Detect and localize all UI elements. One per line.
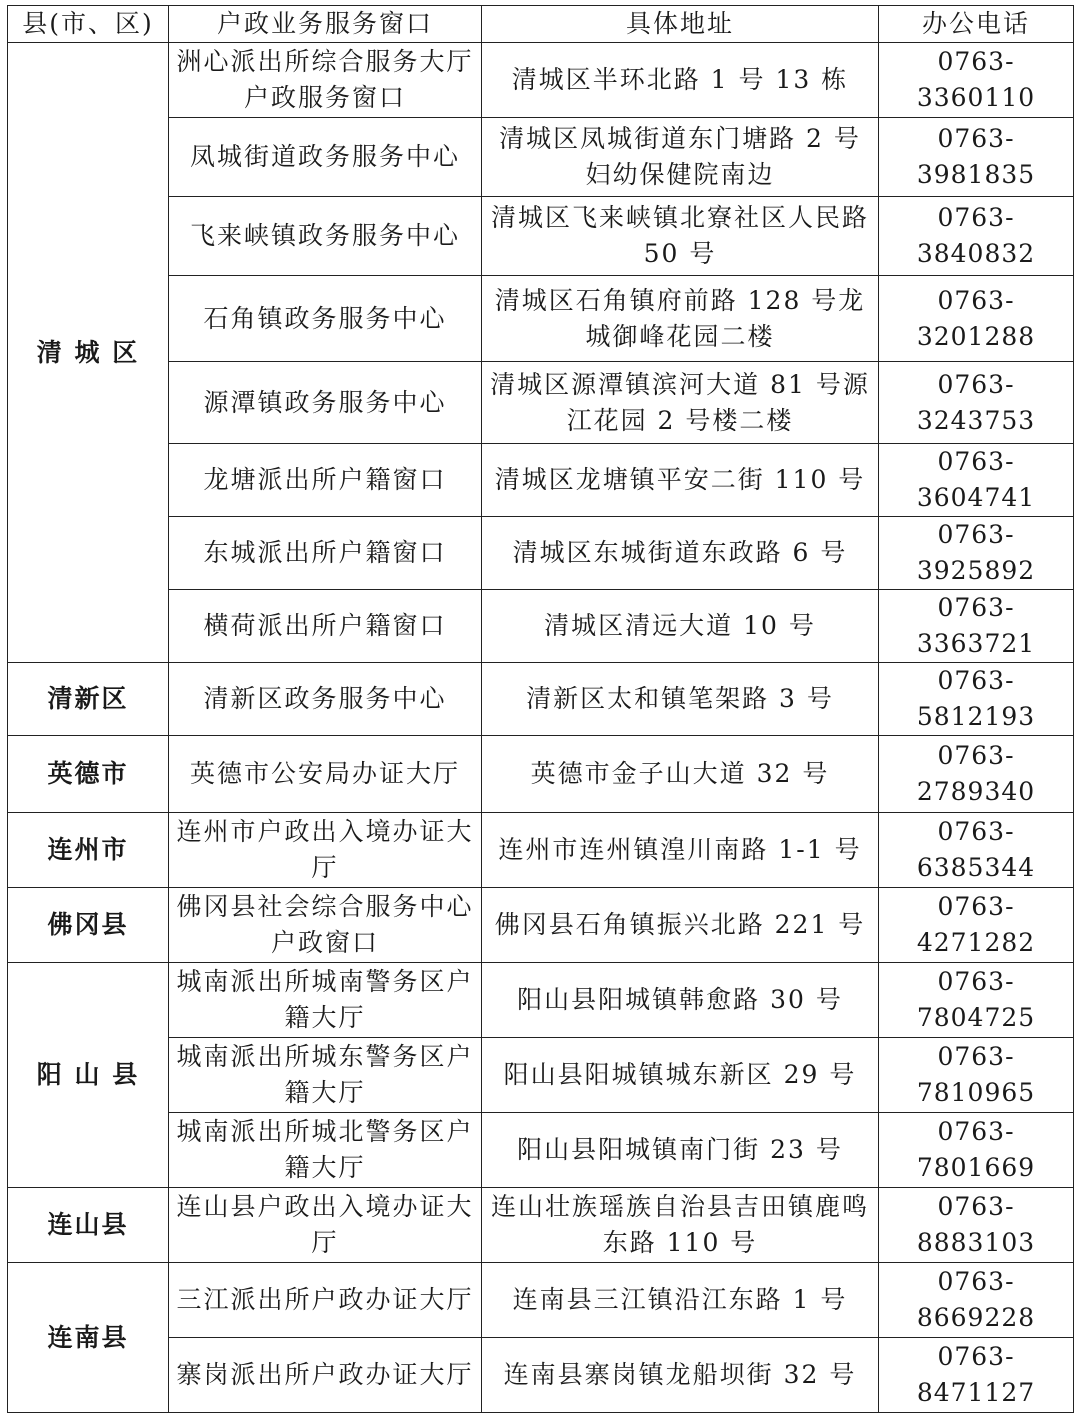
phone-cell: 0763-3925892 <box>879 517 1074 590</box>
phone-cell: 0763-3981835 <box>879 118 1074 197</box>
phone-cell: 0763-7810965 <box>879 1038 1074 1113</box>
address-cell: 清城区龙塘镇平安二街 110 号 <box>482 444 879 517</box>
window-cell: 连山县户政出入境办证大厅 <box>169 1188 482 1263</box>
district-cell: 清新区 <box>8 663 169 736</box>
window-cell: 城南派出所城北警务区户籍大厅 <box>169 1113 482 1188</box>
table-row <box>8 43 1074 118</box>
window-cell: 英德市公安局办证大厅 <box>169 736 482 813</box>
window-cell: 寨岗派出所户政办证大厅 <box>169 1338 482 1413</box>
phone-column-header: 办公电话 <box>879 6 1074 43</box>
district-cell: 佛冈县 <box>8 888 169 963</box>
phone-cell: 0763-7801669 <box>879 1113 1074 1188</box>
district-cell: 连州市 <box>8 813 169 888</box>
address-cell: 连南县寨岗镇龙船坝街 32 号 <box>482 1338 879 1413</box>
window-column-header: 户政业务服务窗口 <box>169 6 482 43</box>
phone-cell: 0763-2789340 <box>879 736 1074 813</box>
window-cell: 凤城街道政务服务中心 <box>169 118 482 197</box>
district-cell: 清 城 区 <box>8 43 169 663</box>
address-cell: 清城区飞来峡镇北寮社区人民路 50 号 <box>482 197 879 276</box>
window-cell: 佛冈县社会综合服务中心户政窗口 <box>169 888 482 963</box>
phone-cell: 0763-3604741 <box>879 444 1074 517</box>
district-cell: 连南县 <box>8 1263 169 1413</box>
district-column-header: 县(市、区) <box>8 6 169 43</box>
window-cell: 连州市户政出入境办证大厅 <box>169 813 482 888</box>
address-cell: 清城区石角镇府前路 128 号龙城御峰花园二楼 <box>482 276 879 362</box>
address-cell: 清城区源潭镇滨河大道 81 号源江花园 2 号楼二楼 <box>482 362 879 444</box>
window-cell: 清新区政务服务中心 <box>169 663 482 736</box>
phone-cell: 0763-3243753 <box>879 362 1074 444</box>
address-cell: 连州市连州镇湟川南路 1-1 号 <box>482 813 879 888</box>
district-cell: 英德市 <box>8 736 169 813</box>
phone-cell: 0763-4271282 <box>879 888 1074 963</box>
phone-cell: 0763-3840832 <box>879 197 1074 276</box>
phone-cell: 0763-7804725 <box>879 963 1074 1038</box>
header-row <box>8 6 1074 43</box>
address-cell: 佛冈县石角镇振兴北路 221 号 <box>482 888 879 963</box>
table-row <box>8 1263 1074 1338</box>
address-cell: 阳山县阳城镇韩愈路 30 号 <box>482 963 879 1038</box>
table-row <box>8 663 1074 736</box>
district-cell: 连山县 <box>8 1188 169 1263</box>
phone-cell: 0763-8471127 <box>879 1338 1074 1413</box>
table-row <box>8 813 1074 888</box>
window-cell: 源潭镇政务服务中心 <box>169 362 482 444</box>
district-cell: 阳 山 县 <box>8 963 169 1188</box>
phone-cell: 0763-5812193 <box>879 663 1074 736</box>
window-cell: 城南派出所城南警务区户籍大厅 <box>169 963 482 1038</box>
address-cell: 清城区清远大道 10 号 <box>482 590 879 663</box>
address-cell: 清新区太和镇笔架路 3 号 <box>482 663 879 736</box>
address-cell: 英德市金子山大道 32 号 <box>482 736 879 813</box>
window-cell: 东城派出所户籍窗口 <box>169 517 482 590</box>
phone-cell: 0763-3201288 <box>879 276 1074 362</box>
table-body <box>8 43 1074 1413</box>
address-cell: 阳山县阳城镇城东新区 29 号 <box>482 1038 879 1113</box>
window-cell: 城南派出所城东警务区户籍大厅 <box>169 1038 482 1113</box>
address-cell: 阳山县阳城镇南门街 23 号 <box>482 1113 879 1188</box>
address-cell: 清城区半环北路 1 号 13 栋 <box>482 43 879 118</box>
phone-cell: 0763-6385344 <box>879 813 1074 888</box>
window-cell: 三江派出所户政办证大厅 <box>169 1263 482 1338</box>
table-row <box>8 736 1074 813</box>
phone-cell: 0763-3363721 <box>879 590 1074 663</box>
address-cell: 连南县三江镇沿江东路 1 号 <box>482 1263 879 1338</box>
household-registration-window-table <box>7 5 1074 1413</box>
window-cell: 龙塘派出所户籍窗口 <box>169 444 482 517</box>
address-column-header: 具体地址 <box>482 6 879 43</box>
phone-cell: 0763-8669228 <box>879 1263 1074 1338</box>
window-cell: 石角镇政务服务中心 <box>169 276 482 362</box>
window-cell: 飞来峡镇政务服务中心 <box>169 197 482 276</box>
window-cell: 横荷派出所户籍窗口 <box>169 590 482 663</box>
address-cell: 清城区凤城街道东门塘路 2 号妇幼保健院南边 <box>482 118 879 197</box>
table-row <box>8 888 1074 963</box>
address-cell: 清城区东城街道东政路 6 号 <box>482 517 879 590</box>
table-row <box>8 963 1074 1038</box>
window-cell: 洲心派出所综合服务大厅户政服务窗口 <box>169 43 482 118</box>
address-cell: 连山壮族瑶族自治县吉田镇鹿鸣东路 110 号 <box>482 1188 879 1263</box>
phone-cell: 0763-3360110 <box>879 43 1074 118</box>
table-row <box>8 1188 1074 1263</box>
phone-cell: 0763-8883103 <box>879 1188 1074 1263</box>
